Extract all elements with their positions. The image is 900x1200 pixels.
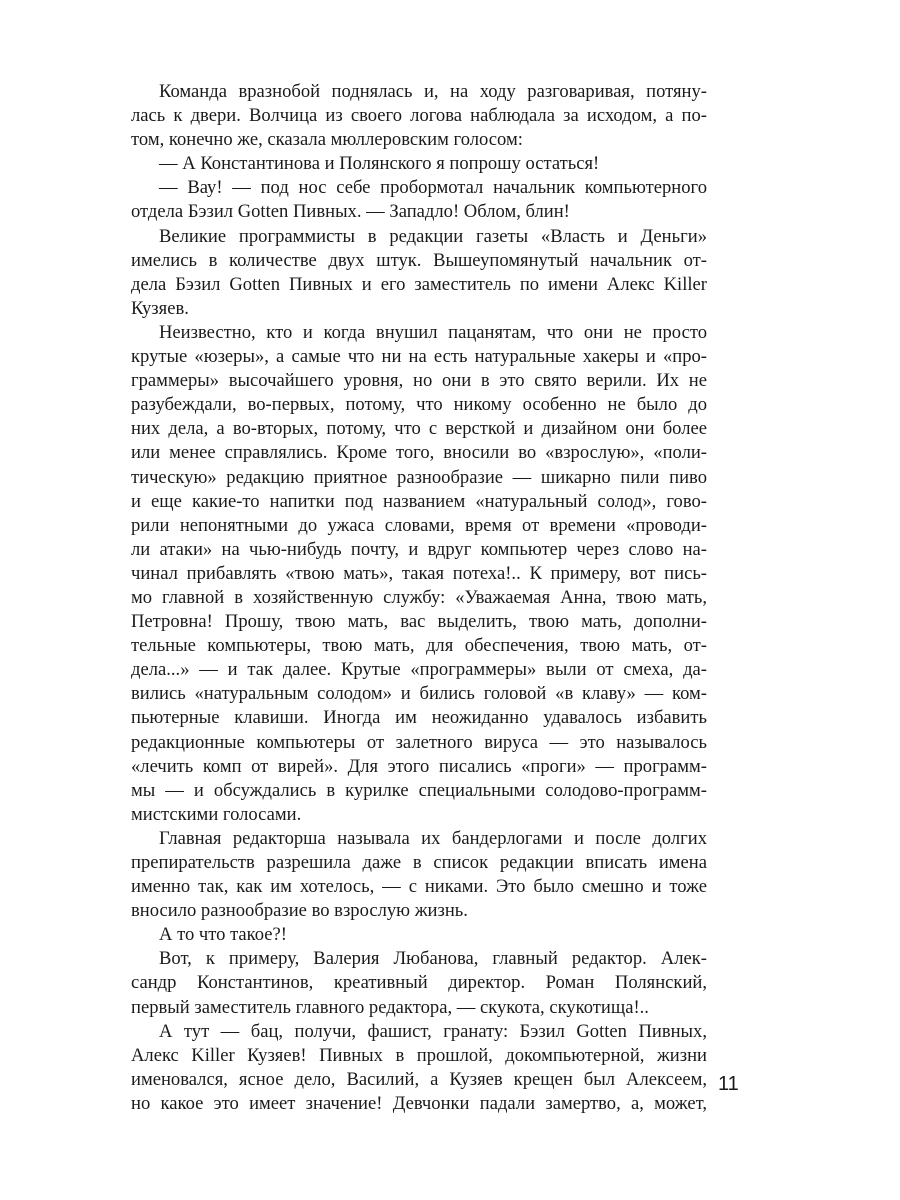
text-line: Алекс Killer Кузяев! Пивных в прошлой, докомпьютерной, жизни xyxy=(131,1044,707,1066)
text-line: Петровна! Прошу, твою мать, вас выделить, твою мать, дополни- xyxy=(131,611,707,633)
text-line: граммеры» высочайшего уровня, но они в это свято верили. Их не xyxy=(131,370,707,392)
text-line: рили непонятными до ужаса словами, время от времени «проводи- xyxy=(131,514,707,536)
text-line: или менее справлялись. Кроме того, вносили во «взрослую», «поли- xyxy=(131,442,707,464)
text-line: лась к двери. Волчица из своего логова наблюдала за исходом, а по- xyxy=(131,105,707,127)
text-line: редакционные компьютеры от залетного вируса — это называлось xyxy=(131,731,707,753)
text-line: крутые «юзеры», а самые что ни на есть натуральные хакеры и «про- xyxy=(131,346,707,368)
text-line: разубеждали, во-первых, потому, что никому особенно не было до xyxy=(131,394,707,416)
text-line: — А Константинова и Полянского я попрошу остаться! xyxy=(159,153,600,175)
text-line: вились «натуральным солодом» и бились головой «в клаву» — ком- xyxy=(131,683,707,705)
text-line: мистскими голосами. xyxy=(131,803,302,825)
text-line: «лечить комп от вирей». Для этого писались «проги» — программ- xyxy=(131,755,707,777)
text-line: Вот, к примеру, Валерия Любанова, главный редактор. Алек- xyxy=(159,948,707,970)
book-page-text xyxy=(131,80,707,1116)
text-line: чинал прибавлять «твою мать», такая потеха!.. К примеру, вот пись- xyxy=(131,562,707,584)
text-line: дела Бэзил Gotten Пивных и его заместитель по имени Алекс Killer xyxy=(131,273,707,295)
text-line: вносило разнообразие во взрослую жизнь. xyxy=(131,900,468,922)
text-line: именно так, как им хотелось, — с никами. Это было смешно и тоже xyxy=(131,876,707,898)
text-line: — Вау! — под нос себе пробормотал начальник компьютерного xyxy=(159,177,707,199)
paragraph xyxy=(131,152,707,176)
text-line: отдела Бэзил Gotten Пивных. — Западло! Облом, блин! xyxy=(131,201,570,223)
paragraph xyxy=(131,176,707,224)
text-line: А тут — бац, получи, фашист, гранату: Бэзил Gotten Пивных, xyxy=(159,1020,707,1042)
paragraph xyxy=(131,1020,707,1116)
text-line: первый заместитель главного редактора, — скукота, скукотища!.. xyxy=(131,996,649,1018)
text-line: пьютерные клавиши. Иногда им неожиданно удавалось избавить xyxy=(131,707,707,729)
text-line: Неизвестно, кто и когда внушил пацанятам, что они не просто xyxy=(159,321,707,343)
text-line: именовался, ясное дело, Василий, а Кузяев крещен был Алексеем, xyxy=(131,1068,707,1090)
text-line: мо главной в хозяйственную службу: «Уважаемая Анна, твою мать, xyxy=(131,586,707,608)
text-line: Великие программисты в редакции газеты «Власть и Деньги» xyxy=(159,225,707,247)
paragraph xyxy=(131,827,707,923)
paragraph xyxy=(131,947,707,1019)
text-line: Команда вразнобой поднялась и, на ходу разговаривая, потяну- xyxy=(159,81,707,102)
text-line: том, конечно же, сказала мюллеровским голосом: xyxy=(131,129,523,151)
text-line: сандр Константинов, креативный директор. Роман Полянский, xyxy=(131,972,707,994)
paragraph xyxy=(131,225,707,321)
text-line: ли атаки» на чью-нибудь почту, и вдруг компьютер через слово на- xyxy=(131,538,707,560)
paragraph xyxy=(131,923,707,947)
text-line: но какое это имеет значение! Девчонки падали замертво, а, может, xyxy=(131,1092,707,1114)
text-line: мы — и обсуждались в курилке специальными солодово-программ- xyxy=(131,779,707,801)
page-number: 11 xyxy=(718,1073,739,1095)
text-line: Кузяев. xyxy=(131,297,189,319)
paragraph xyxy=(131,321,707,827)
text-line: тельные компьютеры, твою мать, для обеспечения, твою мать, от- xyxy=(131,635,707,657)
text-line: тическую» редакцию приятное разнообразие — шикарно пили пиво xyxy=(131,466,707,488)
text-line: Главная редакторша называла их бандерлогами и после долгих xyxy=(159,827,707,849)
text-line: препирательств разрешила даже в список редакции вписать имена xyxy=(131,852,707,873)
text-line: А то что такое?! xyxy=(159,924,287,946)
text-line: имелись в количестве двух штук. Вышеупомянутый начальник от- xyxy=(131,249,707,271)
paragraph xyxy=(131,80,707,152)
text-line: дела...» — и так далее. Крутые «программеры» выли от смеха, да- xyxy=(131,659,707,681)
text-line: них дела, а во-вторых, потому, что с версткой и дизайном они более xyxy=(131,418,707,440)
text-line: и еще какие-то напитки под названием «натуральный солод», гово- xyxy=(131,490,707,512)
